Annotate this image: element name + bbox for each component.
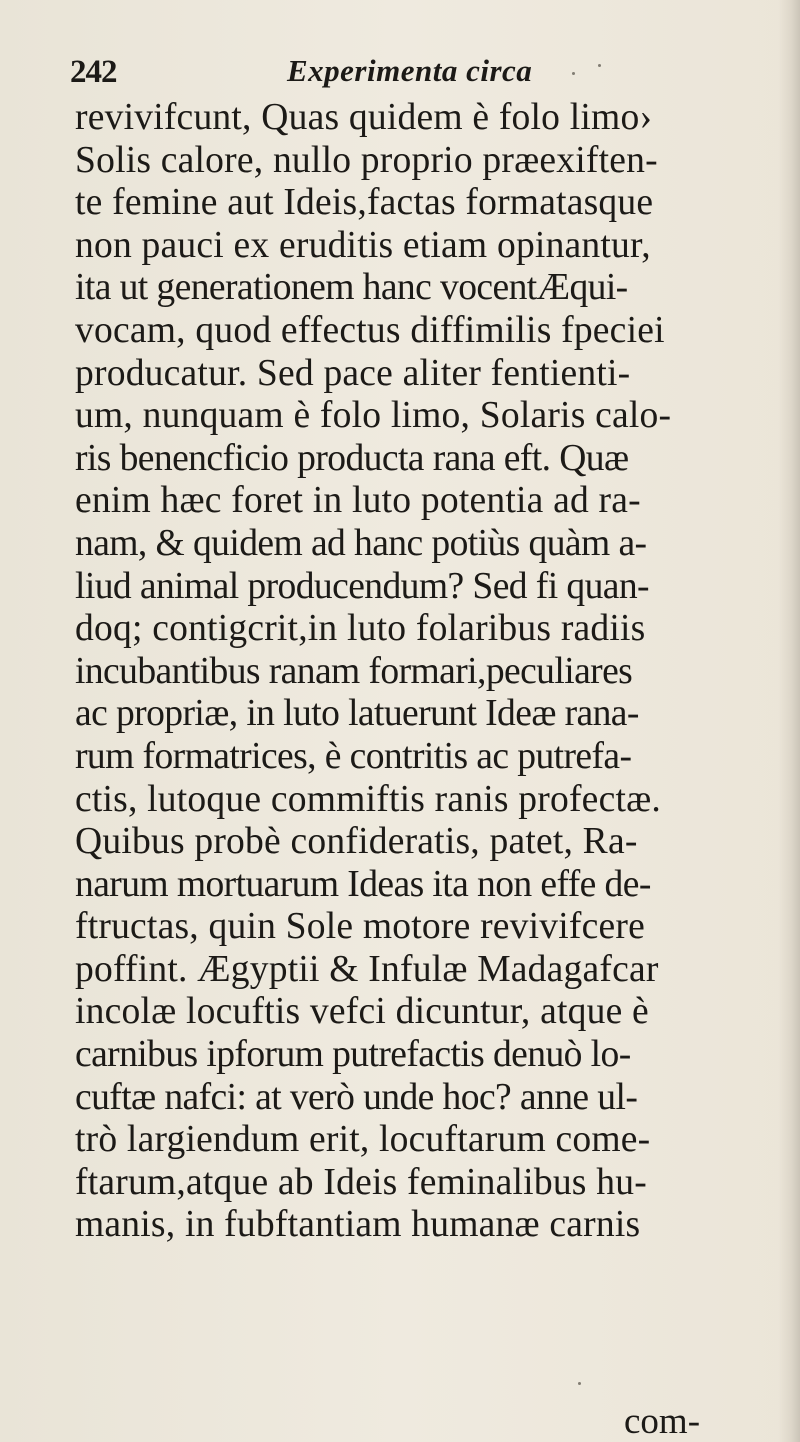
page-header — [70, 54, 630, 100]
text-line: ac propriæ, in luto latuerunt Ideæ rana- — [75, 692, 639, 735]
text-line: incubantibus ranam formari,peculiares — [75, 649, 633, 692]
text-line: ctis, lutoque commiftis ranis profectæ. — [75, 777, 661, 820]
text-line: rum formatrices, è contritis ac putrefa- — [75, 734, 632, 777]
paper-speck — [578, 1382, 581, 1385]
text-line: ftarum,atque ab Ideis feminalibus hu- — [75, 1160, 647, 1203]
text-line: carnibus ipforum putrefactis denuò lo- — [75, 1033, 631, 1076]
paper-speck — [572, 72, 575, 75]
text-line: nam, & quidem ad hanc potiùs quàm a- — [75, 521, 647, 564]
text-line: cuftæ nafci: at verò unde hoc? anne ul- — [75, 1075, 638, 1118]
text-line: narum mortuarum Ideas ita non effe de- — [75, 862, 651, 905]
text-line: non pauci ex eruditis etiam opinantur, — [75, 223, 651, 266]
text-line: ris benencficio producta rana eft. Quæ — [75, 436, 629, 479]
paper-speck — [598, 64, 601, 67]
body-text — [75, 96, 795, 1246]
text-line: poffint. Ægyptii & Infulæ Madagafcar — [75, 947, 659, 990]
page-number: 242 — [70, 54, 117, 90]
text-line: vocam, quod effectus diffimilis fpeciei — [75, 308, 665, 351]
catchword: com- — [624, 1401, 701, 1442]
text-line: manis, in fubftantiam humanæ carnis — [75, 1203, 641, 1246]
text-line: te femine aut Ideis,factas formatasque — [75, 181, 654, 224]
text-line: doq; contigcrit,in luto folaribus radiis — [75, 607, 646, 650]
text-line: ita ut generationem hanc vocentÆqui- — [75, 266, 628, 309]
text-line: trò largiendum erit, locuftarum come- — [75, 1118, 651, 1161]
text-line: Quibus probè confideratis, patet, Ra- — [75, 820, 638, 863]
text-line: enim hæc foret in luto potentia ad ra- — [75, 479, 641, 522]
text-line: producatur. Sed pace aliter fentienti- — [75, 351, 631, 394]
text-line: liud animal producendum? Sed fi quan- — [75, 564, 649, 607]
text-line: ftructas, quin Sole motore revivifcere — [75, 905, 646, 948]
text-line: revivifcunt, Quas quidem è folo limo› — [75, 96, 653, 138]
running-head: Experimenta circa — [287, 53, 533, 88]
text-line: incolæ locuftis vefci dicuntur, atque è — [75, 990, 649, 1033]
text-line: Solis calore, nullo proprio præexiften- — [75, 138, 658, 181]
text-line: um, nunquam è folo limo, Solaris calo- — [75, 394, 672, 437]
